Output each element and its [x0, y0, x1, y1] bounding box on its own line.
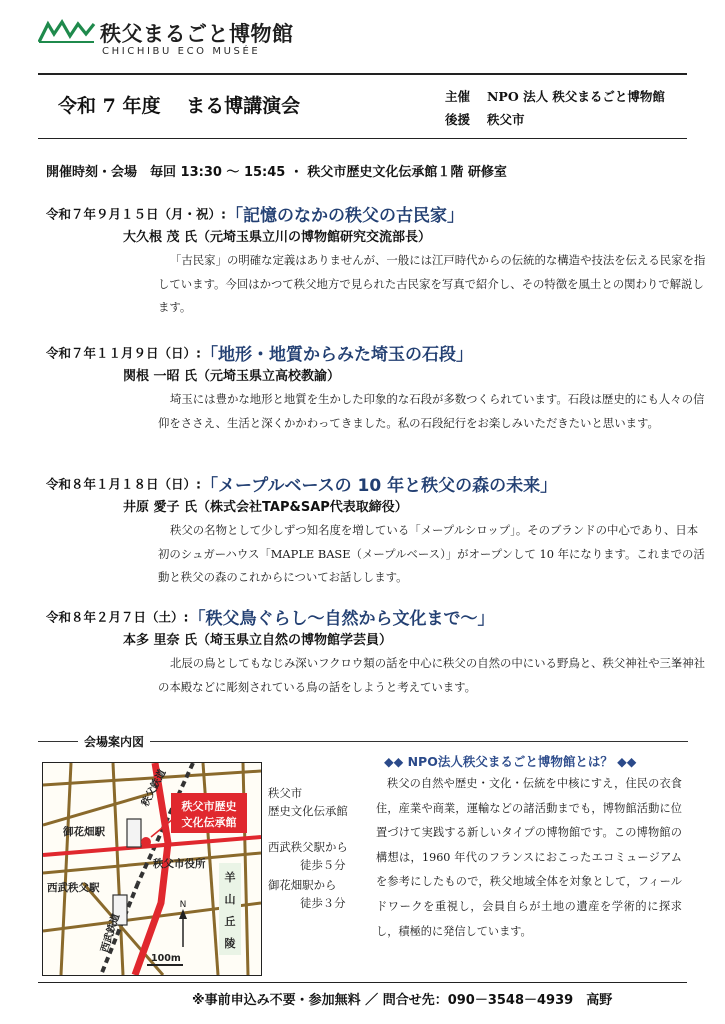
lecture-date: 令和８年１月１８日（日）:: [46, 476, 201, 492]
ohanabatake-label: 御花畑駅: [63, 826, 105, 838]
lecture-header: [46, 604, 706, 630]
lecture-description: 北辰の鳥としてもなじみ深いフクロウ類の話を中心に秩父の自然の中にいる野鳥と、秩父神社や三峯神社の本殿などに彫刻されている鳥の話をしようと考えています。: [158, 656, 706, 694]
map-drawing: [43, 763, 261, 975]
lecture-item: [46, 340, 706, 435]
venue-label-line1: 秩父市歴史: [181, 800, 237, 813]
lecture-date: 令和７年９月１５日（月・祝）:: [46, 206, 226, 222]
lecture-description: 「古民家」の明確な定義はありませんが、一般には江戸時代からの伝統的な構造や技法を伝える民家を指しています。今回はかつて秩父地方で見られた古民家を写真で紹介し、その特徴を風土との関わりで解説します。: [158, 253, 706, 314]
chichibu-railway-label: 秩父鉄道: [139, 767, 169, 809]
hitsujiyama-label-4: 陵: [224, 937, 236, 950]
venue-label-line2: 文化伝承館: [181, 816, 237, 829]
access-seibu-line1: 西武秩父駅から: [268, 840, 348, 854]
venue-map: [42, 762, 262, 976]
organizer-label: 主催: [445, 89, 471, 104]
support-name: 秩父市: [487, 112, 525, 127]
museum-logo: [38, 14, 298, 58]
seibu-line-label: 西武鉄道: [99, 912, 123, 954]
lecture-description: 埼玉には豊かな地形と地質を生かした印象的な石段が多数つくられています。石段は歴史的にも人々の信仰をささえ、生活と深くかかわってきました。私の石段紀行をお楽しみいただきたいと思います。: [158, 392, 705, 430]
ohanabatake-station-icon: [127, 819, 141, 847]
lecture-title: 「メープルベースの 10 年と秩父の森の未来」: [201, 476, 558, 496]
logo-title: 秩父まるごと博物館: [100, 22, 294, 46]
support-label: 後援: [445, 112, 471, 127]
header-bottom-rule: [38, 138, 687, 139]
lecture-date: 令和８年２月７日（土）:: [46, 609, 189, 625]
lecture-title: 「秩父鳥ぐらし～自然から文化まで～」: [188, 609, 495, 629]
lecture-date: 令和７年１１月９日（日）:: [46, 345, 201, 361]
title-year: 令和 7 年度: [58, 95, 161, 117]
access-seibu-line2: 徒歩５分: [300, 858, 346, 872]
lecture-header: [46, 340, 706, 366]
lecture-speaker: 本多 里奈 氏（埼玉県立自然の博物館学芸員）: [123, 633, 393, 648]
mountain-logo-icon: [38, 18, 96, 44]
hitsujiyama-label-3: 丘: [224, 915, 236, 928]
lecture-title: 「記憶のなかの秩父の古民家」: [226, 206, 464, 226]
lecture-header: [46, 471, 706, 497]
lecture-item: [46, 604, 706, 699]
footer-contact: ※事前申込み不要・参加無料 ／ 問合せ先：090－3548－4939 高野: [192, 993, 613, 1008]
page-title: [58, 91, 300, 118]
lecture-title: 「地形・地質からみた埼玉の石段」: [201, 345, 473, 365]
lecture-description: 秩父の名物として少しずつ知名度を増している「メープルシロップ」。そのブランドの中心であり、日本初のシュガーハウス「MAPLE BASE（メープルベース）」がオープンして 10 年になります。これまでの活動と秩父の森のこれからについてお話しします。: [158, 523, 705, 584]
about-heading: ◆◆ NPO法人秩父まるごと博物館とは？ ◆◆: [384, 754, 637, 769]
lecture-item: [46, 201, 706, 320]
lecture-speaker: 井原 愛子 氏（株式会社TAP&SAP代表取締役）: [123, 500, 408, 515]
access-venue-line1: 秩父市: [268, 786, 303, 800]
access-ohanabatake-line1: 御花畑駅から: [268, 878, 337, 892]
header-top-rule: [38, 73, 687, 75]
organizer-line: [445, 87, 665, 105]
title-main: まる博講演会: [186, 95, 301, 117]
logo-subtitle: CHICHIBU ECO MUSÉE: [102, 46, 261, 57]
hitsujiyama-label-1: 羊: [224, 871, 236, 884]
lecture-item: [46, 471, 706, 590]
scale-label: 100m: [151, 953, 181, 964]
venue-marker-icon: [141, 837, 151, 847]
access-venue-line2: 歴史文化伝承館: [268, 804, 348, 818]
lecture-speaker: 関根 一昭 氏（元埼玉県立高校教諭）: [123, 369, 341, 384]
cross-road: [43, 837, 261, 855]
lecture-header: [46, 201, 706, 227]
schedule-line: 開催時刻・会場 毎回 13:30 ～ 15:45 ・ 秩父市歴史文化伝承館１階 研修室: [46, 165, 507, 180]
seibu-station-label: 西武秩父駅: [47, 882, 100, 894]
street-line: [61, 763, 71, 975]
city-hall-label: 秩父市役所: [153, 858, 206, 870]
lecture-speaker: 大久根 茂 氏（元埼玉県立川の博物館研究交流部長）: [123, 230, 432, 245]
hitsujiyama-label-2: 山: [224, 893, 236, 906]
footer-rule: [38, 982, 687, 983]
venue-map-heading: 会場案内図: [78, 733, 150, 750]
support-line: [445, 110, 525, 128]
organizer-name: NPO 法人 秩父まるごと博物館: [487, 89, 665, 104]
about-text: 秩父の自然や歴史・文化・伝統を中核にすえ，住民の衣食住，産業や商業，運輸などの諸活動までも，博物館活動に位置づけて実践する新しいタイプの博物館です。この博物館の構想は，1960 年代のフランスにおこったエコミュージアムを参考にしたもので，秩父地域全体を対象として，フィールドワークを重視し，会員自らが土地の遺産を学術的に探求し，積極的に発信しています。: [376, 777, 682, 938]
north-label: N: [179, 900, 187, 910]
access-ohanabatake-line2: 徒歩３分: [300, 896, 346, 910]
